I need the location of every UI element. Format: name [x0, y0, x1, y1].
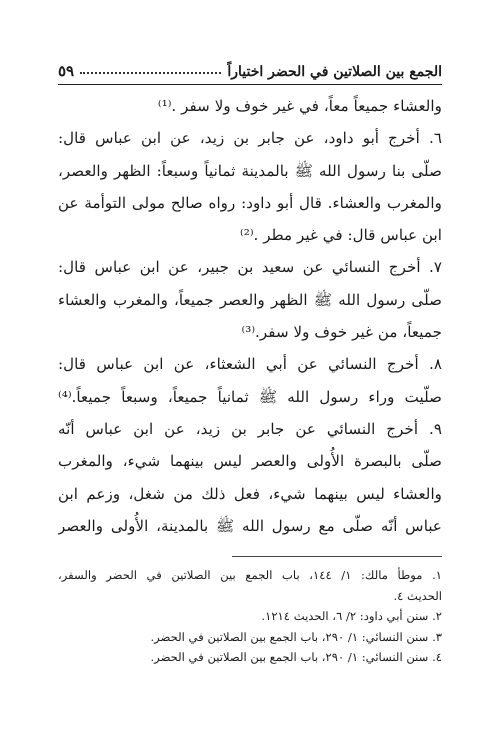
text-line: ٨. أخرج النسائي عن أبي الشعثاء، عن ابن عباس قال: [58, 355, 442, 374]
text-line: ابن عباس قال: في غير مطر .⁽²⁾ [239, 226, 442, 245]
text-line: عباس أنّه صلّى مع رسول الله ﷺ بالمدينة، الأُولى والعصر [58, 516, 442, 535]
text-line: ٦. أخرج أبو داود، عن جابر بن زيد، عن ابن عباس قال: [58, 129, 442, 148]
header-rule [58, 84, 442, 85]
text-line: والعشاء ليس بينهما شيء، فعل ذلك من شغل، وزعم ابن [58, 484, 442, 503]
text-line: جميعاً، من غير خوف ولا سفر.⁽³⁾ [241, 323, 442, 342]
text-line: صلّى بالبصرة الأُولى والعصر ليس بينهما شيء، والمغرب [58, 452, 442, 471]
dot-leader [80, 71, 221, 74]
footnote-line: ٤. سنن النسائي: ١/ ٢٩٠، باب الجمع بين الصلاتين في الحضر. [150, 650, 442, 664]
running-title: الجمع بين الصلاتين في الحضر اختياراً [227, 64, 442, 80]
text-line: والعشاء جميعاً معاً، في غير خوف ولا سفر .⁽¹⁾ [157, 97, 442, 115]
running-header [58, 54, 442, 80]
text-line: صلّى بنا رسول الله ﷺ بالمدينة ثمانياً وسبعاً: الظهر والعصر، [58, 161, 442, 180]
text-line: صلّى رسول الله ﷺ الظهر والعصر جميعاً، والمغرب والعشاء [58, 290, 442, 309]
footnotes [58, 565, 442, 668]
page-number: ٥٩ [58, 62, 75, 80]
text-line: ٩. أخرج النسائي عن جابر بن زيد، عن ابن عباس أنّه [58, 419, 442, 438]
footnote-line: ٢. سنن أبي داود: ٢/ ٦، الحديث ١٢١٤. [261, 609, 442, 623]
text-line: صلّيت وراء رسول الله ﷺ ثمانياً جميعاً، وسبعاً جميعاً.⁽⁴⁾ [58, 387, 442, 406]
text-line: والمغرب والعشاء. قال أبو داود: رواه صالح مولى التوأمة عن [58, 193, 442, 212]
footnote-line: ٣. سنن النسائي: ١/ ٢٩٠، باب الجمع بين الصلاتين في الحضر. [150, 629, 442, 644]
footnote-line: ١. موطأ مالك: ١/ ١٤٤، باب الجمع بين الصلاتين في الحضر والسفر، [58, 568, 442, 582]
footnote-separator [232, 556, 442, 557]
main-text [58, 90, 442, 542]
text-line: ٧. أخرج النسائي عن سعيد بن جبير، عن ابن عباس قال: [58, 258, 442, 277]
footnote-line: الحديث ٤. [393, 588, 442, 603]
